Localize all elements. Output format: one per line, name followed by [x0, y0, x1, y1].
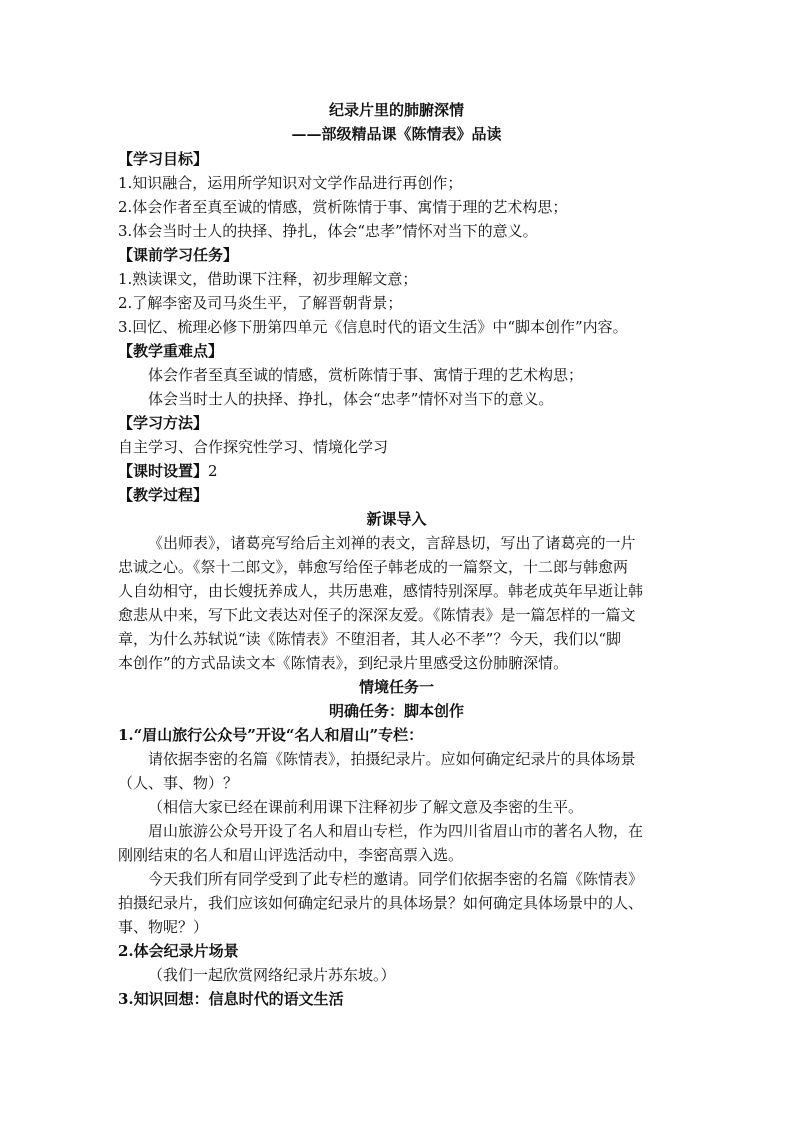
pre-task-item-2: 2.了解李密及司马炎生平，了解晋朝背景； — [118, 294, 403, 312]
intro-line-1: 《出师表》，诸葛亮写给后主刘禅的表文，言辞恳切，写出了诸葛亮的一片 — [148, 534, 636, 552]
hours-heading: 【课时设置】 — [118, 462, 209, 480]
task-heading: 情境任务一 — [358, 678, 434, 696]
pre-tasks-heading: 【课前学习任务】 — [118, 246, 239, 264]
task-subheading: 明确任务：脚本创作 — [328, 702, 464, 720]
methods-heading: 【学习方法】 — [118, 414, 209, 432]
key-point-item-1: 体会作者至真至诚的情感，赏析陈情于事、寓情于理的艺术构思； — [148, 366, 584, 384]
pre-task-item-1: 1.熟读课文，借助课下注释，初步理解文意； — [118, 270, 418, 288]
intro-line-4: 愈悲从中来，写下此文表达对侄子的深深友爱。《陈情表》是一篇怎样的一篇文 — [118, 606, 636, 624]
hours-line — [118, 460, 218, 482]
document-title: 纪录片里的肺腑深情 — [328, 101, 464, 119]
task-p3-line-2: 刚刚结束的名人和眉山评选活动中，李密高票入选。 — [118, 846, 464, 864]
goal-item-3: 3.体会当时士人的抉择、挣扎，体会“忠孝”情怀对当下的意义。 — [118, 222, 538, 240]
task-p1-line-2: （人、事、物）？ — [118, 774, 239, 792]
key-points-heading: 【教学重难点】 — [118, 342, 224, 360]
goals-heading: 【学习目标】 — [118, 150, 209, 168]
task-p2: （相信大家已经在课前利用课下注释初步了解文意及李密的生平。 — [148, 798, 584, 816]
document-subtitle: ——部级精品课《陈情表》品读 — [291, 125, 502, 143]
task-p4-line-3: 事、物呢？） — [118, 918, 209, 936]
intro-line-6: 本创作”的方式品读文本《陈情表》，到纪录片里感受这份肺腑深情。 — [118, 654, 569, 672]
task-point-1-heading: 1.“眉山旅行公众号”开设“名人和眉山”专栏： — [118, 726, 424, 744]
intro-heading: 新课导入 — [366, 510, 427, 528]
intro-line-5: 章，为什么苏轼说“读《陈情表》不堕泪者，其人必不孝”？今天，我们以“脚 — [118, 630, 622, 648]
pre-task-item-3: 3.回忆、梳理必修下册第四单元《信息时代的语文生活》中“脚本创作”内容。 — [118, 318, 628, 336]
goal-item-1: 1.知识融合，运用所学知识对文学作品进行再创作； — [118, 174, 463, 192]
task-p3-line-1: 眉山旅游公众号开设了名人和眉山专栏，作为四川省眉山市的著名人物，在 — [148, 822, 644, 840]
task-p5: （我们一起欣赏网络纪录片苏东坡。） — [148, 966, 396, 984]
task-p4-line-2: 拍摄纪录片，我们应该如何确定纪录片的具体场景？如何确定具体场景中的人、 — [118, 894, 644, 912]
intro-line-3: 人自幼相守，由长嫂抚养成人，共历患难，感情特别深厚。韩老成英年早逝让韩 — [118, 582, 644, 600]
task-point-3-heading: 3.知识回想：信息时代的语文生活 — [118, 990, 344, 1008]
key-point-item-2: 体会当时士人的抉择、挣扎，体会“忠孝”情怀对当下的意义。 — [148, 390, 554, 408]
task-point-2-heading: 2.体会纪录片场景 — [118, 942, 239, 960]
process-heading: 【教学过程】 — [118, 486, 209, 504]
intro-line-2: 忠诚之心。《祭十二郎文》，韩愈写给侄子韩老成的一篇祭文，十二郎与韩愈两 — [118, 558, 629, 576]
task-p4-line-1: 今天我们所有同学受到了此专栏的邀请。同学们依据李密的名篇《陈情表》 — [148, 870, 644, 888]
task-p1-line-1: 请依据李密的名篇《陈情表》，拍摄纪录片。应如何确定纪录片的具体场景 — [148, 750, 636, 768]
goal-item-2: 2.体会作者至真至诚的情感，赏析陈情于事、寓情于理的艺术构思； — [118, 198, 568, 216]
methods-text: 自主学习、合作探究性学习、情境化学习 — [118, 438, 389, 456]
hours-value: 2 — [208, 462, 218, 480]
